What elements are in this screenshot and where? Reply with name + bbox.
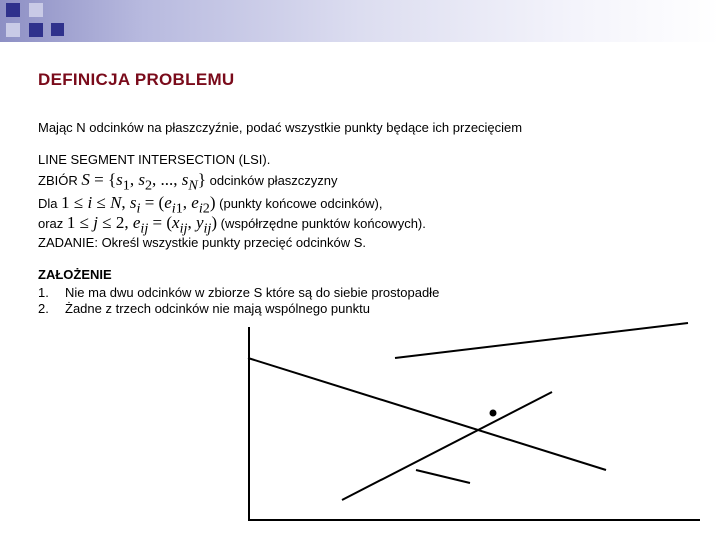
slide-title: DEFINICJA PROBLEMU — [38, 70, 235, 89]
assumption-heading: ZAŁOŻENIE — [38, 267, 112, 282]
segment-line — [395, 323, 688, 358]
and-suffix: (współrzędne punktów końcowych). — [220, 216, 426, 231]
assumption-number: 1. — [38, 285, 49, 300]
segment-line — [416, 470, 470, 483]
endpoints-formula: 1 ≤ i ≤ N, $s_i = (e_{i1}$, $e_{i2}$) — [61, 193, 216, 217]
segment-line — [248, 358, 606, 470]
for-suffix: (punkty końcowe odcinków), — [219, 196, 383, 211]
set-formula: $S = \{s_1$, $s_2$, ..., $s_N$} — [81, 170, 207, 194]
segment-line — [342, 392, 552, 500]
task-line: ZADANIE: Określ wszystkie punkty przecięć odcinków S. — [38, 235, 366, 250]
intersection-point — [490, 410, 497, 417]
assumption-text: Nie ma dwu odcinków w zbiorze S które są do siebie prostopadłe — [65, 285, 440, 300]
assumption-text: Żadne z trzech odcinków nie mają wspólnego punktu — [65, 301, 370, 316]
lsi-line: LINE SEGMENT INTERSECTION (LSI). — [38, 152, 271, 167]
coordinate-axes — [249, 327, 700, 520]
set-suffix: odcinków płaszczyzny — [209, 173, 338, 188]
problem-intro: Mając N odcinków na płaszczyźnie, podać wszystkie punkty będące ich przecięciem — [38, 120, 523, 135]
for-prefix: Dla — [38, 196, 58, 211]
assumption-number: 2. — [38, 301, 49, 316]
and-prefix: oraz — [38, 216, 64, 231]
set-prefix: ZBIÓR — [38, 173, 78, 188]
coordinates-formula: 1 ≤ j ≤ 2, $e_{ij} = (x_{ij}$, $y_{ij}$) — [66, 213, 218, 237]
